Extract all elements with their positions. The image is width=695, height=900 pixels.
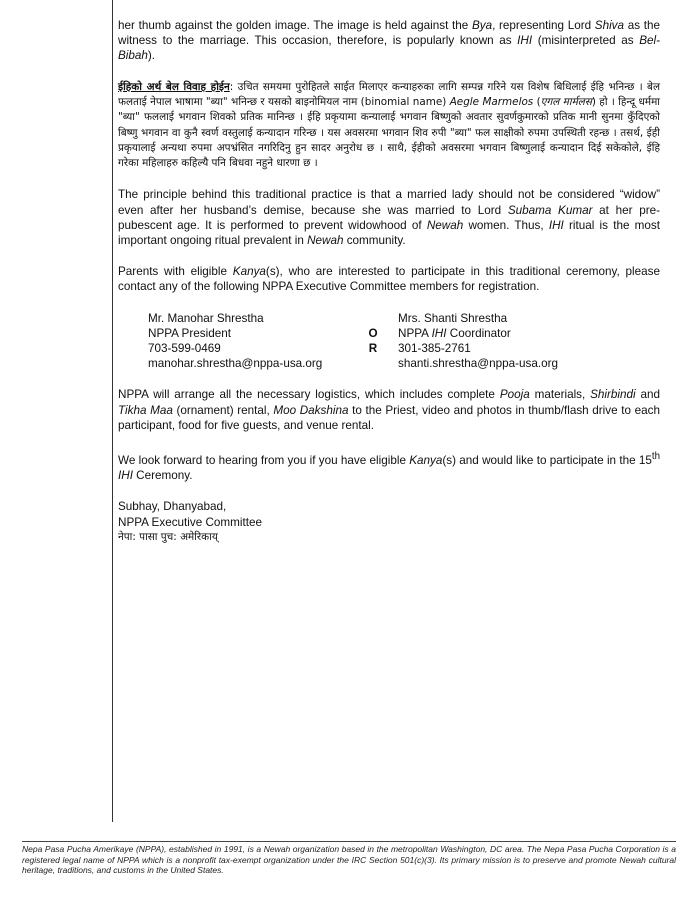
signoff-block — [118, 499, 660, 545]
term-ihi: IHI — [431, 326, 447, 340]
text-span: ). — [147, 49, 156, 63]
margin-rule — [112, 0, 113, 822]
contacts-block — [148, 311, 660, 372]
text-span: Ceremony. — [132, 469, 193, 483]
or-letter-o: O — [368, 326, 378, 340]
term-subama-kumar: Subama Kumar — [507, 203, 593, 217]
ordinal-suffix: th — [651, 451, 660, 463]
paragraph-principle — [118, 187, 660, 248]
text-span: : उचित समयमा पुरोहितले साईत मिलाएर कन्याहरुका लागि सम्पन्न गरिने यस विशेष बिधिलाई ईहि भनिन्छ । बेल फलताई नेपाल भाषामा "ब्या" भनिन्छ र यसको बाइनोमियल नाम (binomial name) — [118, 80, 660, 108]
text-span: NPPA — [398, 326, 432, 340]
text-span: (s) and would like to participate in the 15 — [442, 453, 652, 467]
text-span: to the Priest, video and photos in thumb/flash drive to each participant, food for five guests, and venue rental. — [118, 403, 660, 432]
signoff-greeting: Subhay, Dhanyabad, — [118, 500, 227, 514]
paragraph-logistics — [118, 387, 660, 433]
signoff-nepali-name: नेपा: पासा पुच: अमेरिकाय् — [118, 530, 218, 543]
term-kanya: Kanya — [409, 453, 443, 467]
paragraph-ihi-ritual — [118, 18, 660, 64]
contact-left-email[interactable]: manohar.shrestha@nppa-usa.org — [148, 357, 323, 371]
term-ihi: IHI — [118, 469, 133, 483]
text-span: her thumb against the golden image. The image is held against the — [118, 19, 472, 32]
text-span: We look forward to hearing from you if you have eligible — [118, 453, 410, 467]
text-span: as the witness to the marriage. This occasion, therefore, is popularly known as — [118, 19, 660, 48]
text-span: women. Thus, — [463, 218, 549, 232]
text-span: (misinterpreted as — [532, 34, 640, 48]
term-aegle-nepali: एगल मार्मलस — [540, 95, 592, 108]
term-ihi: IHI — [548, 218, 564, 232]
term-ihi: IHI — [517, 34, 533, 48]
contact-left-name: Mr. Manohar Shrestha — [148, 311, 264, 325]
text-span: (ornament) rental, — [172, 403, 274, 417]
term-newah: Newah — [426, 218, 464, 232]
text-span: (s), who are interested to participate in this traditional ceremony, please contact any of the following NPPA Executive Committee members for registration. — [118, 265, 660, 294]
paragraph-nepali — [118, 80, 660, 172]
text-span: ritual is the most important ongoing ritual prevalent in — [118, 218, 660, 247]
signoff-committee: NPPA Executive Committee — [118, 515, 262, 529]
text-span: Coordinator — [446, 326, 511, 340]
term-moo-dakshina: Moo Dakshina — [273, 403, 349, 417]
term-pooja: Pooja — [499, 388, 530, 402]
paragraph-registration — [118, 264, 660, 294]
text-span: and — [635, 388, 661, 402]
contact-right-phone: 301-385-2761 — [398, 342, 471, 356]
footer-divider — [22, 841, 676, 842]
text-span: Parents with eligible — [118, 265, 233, 279]
text-span: NPPA will arrange all the necessary logistics, which includes complete — [118, 388, 500, 402]
or-spacer — [348, 356, 398, 371]
text-span: , representing Lord — [492, 19, 595, 32]
text-span: materials, — [529, 388, 591, 402]
text-span: at her pre-pubescent age. It is performed to prevent widowhood of — [118, 203, 660, 232]
contact-right-name: Mrs. Shanti Shrestha — [398, 311, 508, 325]
term-bel-bibah: Bel-Bibah — [118, 34, 660, 63]
term-shirbindi: Shirbindi — [590, 388, 636, 402]
paragraph-closing — [118, 449, 660, 483]
or-spacer — [348, 311, 398, 326]
text-span: The principle behind this traditional practice is that a married lady should not be considered “widow” even after her husband’s demise, because she was married to Lord — [118, 188, 660, 217]
text-span: ) हो । हिन्दू धर्ममा "ब्या" फललाई भगवान शिवको प्रतिक मानिन्छ । ईहि प्रकृयामा कन्यालाई भगवान बिष्णुको अवतार सुवर्णकुमारको प्रतिक मानी सुनमा कुँदिएको बिष्णु भगवान वा कुनै स्वर्ण वस्तुलाई कन्यादान गरिन्छ । यस अवसरमा भगवान शिव रुपी "ब्या" फल साक्षीको रुपमा उपस्थिती रहन्छ । तसर्थ, ईही प्रकृयालाई अन्यथा रुपमा अपभ्रंसित नगरिदिनु हुन सादर अनुरोध छ । साथै, ईहीको अवसरमा भगवान बिष्णुलाई कन्यादान दिई सकेकोले, ईहि गरेका महिलाहरु कहिल्यै पनि बिधवा नहुने धारणा छ । — [118, 95, 661, 170]
letter-body — [118, 18, 660, 545]
text-span: community. — [343, 234, 406, 247]
or-letter-r: R — [368, 342, 378, 356]
term-shiva: Shiva — [594, 19, 625, 32]
term-tikha-maa: Tikha Maa — [118, 403, 173, 417]
nepali-heading: ईहिको अर्थ बेल विवाह होईन — [118, 80, 230, 93]
contact-right-email[interactable]: shanti.shrestha@nppa-usa.org — [398, 357, 559, 371]
footer-text: Nepa Pasa Pucha Amerikaye (NPPA), established in 1991, is a Newah organization based in the metropolitan Washington, DC area. The Nepa Pasa Pucha Corporation is a registered legal name of NPPA which is a nonprofit tax-exempt organization under the IRC Section 501(c)(3). Its primary mission is to preserve and promote Newah cultural heritage, traditions, and customs in the United States. — [22, 844, 676, 875]
term-aegle-marmelos: Aegle Marmelos — [449, 95, 534, 108]
contact-right-role — [398, 326, 598, 341]
contact-left-phone: 703-599-0469 — [148, 342, 221, 356]
term-newah: Newah — [307, 234, 344, 247]
contact-left-role: NPPA President — [148, 326, 231, 340]
term-kanya: Kanya — [232, 265, 266, 279]
term-bya: Bya — [471, 19, 493, 32]
text-span: ( — [533, 95, 541, 108]
